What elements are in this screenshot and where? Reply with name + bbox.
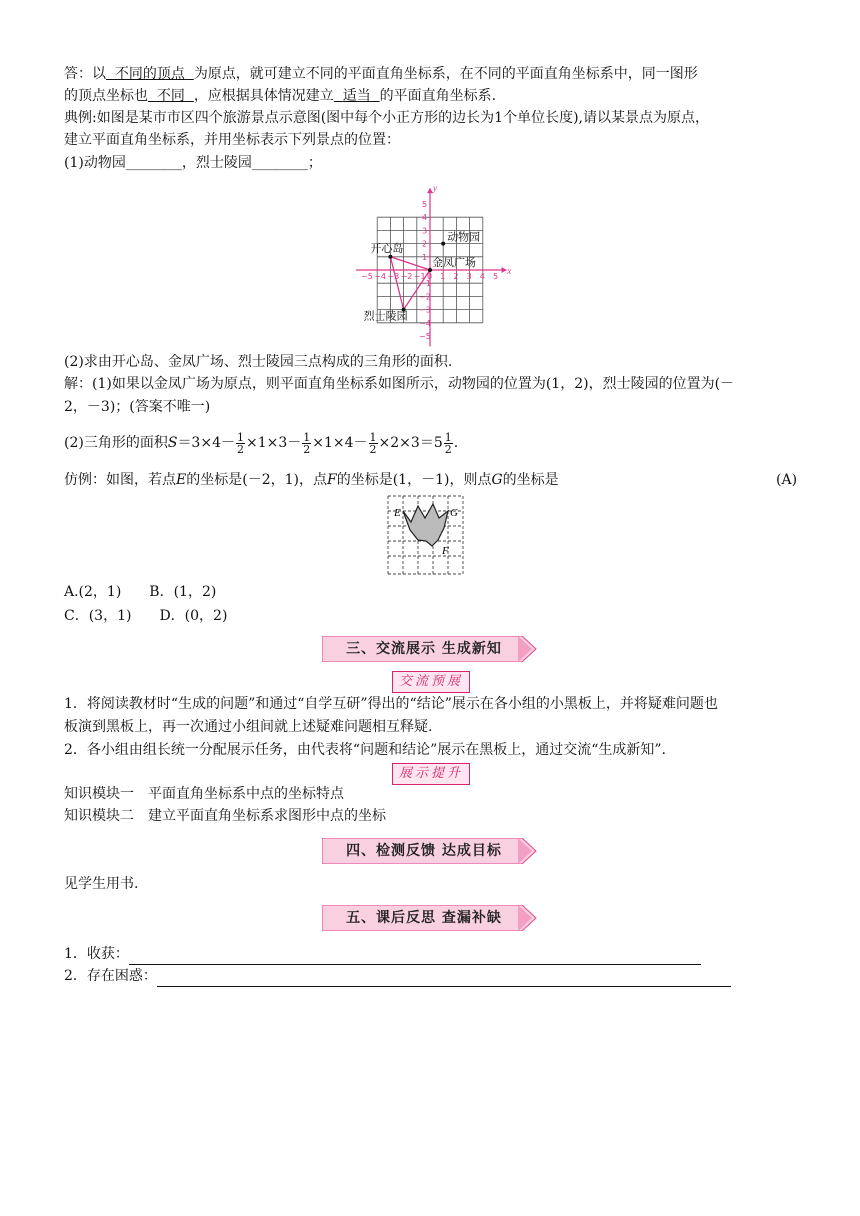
label-F: F [442, 545, 449, 557]
x-axis-label: x [507, 266, 512, 276]
x-tick-label: 3 [466, 272, 472, 281]
x-tick-label: −2 [400, 272, 413, 281]
fraction: $\frac{1}{2}$ [303, 430, 311, 456]
solution-line-3: (2)三角形的面积S＝3×4－ $\frac{1}{2}$ ×1×3－ $\frac{1}{2}$ ×1×4－ $\frac{1}{2}$ ×2×3＝5 $\frac{1}{2}$ . [64, 430, 459, 456]
coordinate-graph [334, 172, 524, 356]
tag-show-improve: 展示提升 [392, 763, 470, 785]
y-tick-label: 1 [422, 252, 428, 262]
section5-banner [322, 905, 538, 931]
answer-line-2: 的顶点坐标也 不同 ，应根据具体情况建立 适当 的平面直角坐标系. [64, 88, 497, 104]
fraction: $\frac{1}{2}$ [444, 430, 452, 456]
harvest-line: 1．收获： [64, 944, 701, 965]
x-tick-label: −1 [413, 272, 426, 281]
x-tick-label: 5 [493, 272, 499, 281]
label-cemetery: 烈士陵园 [363, 309, 408, 323]
section3-p1a: 1．将阅读教材时“生成的问题”和通过“自学互研”得出的“结论”展示在各小组的小黑板上，并将疑难问题也 [64, 696, 718, 712]
y-tick-label: −3 [419, 305, 431, 315]
section3-title: 三、交流展示 生成新知 [346, 641, 502, 657]
label-E: E [394, 507, 401, 519]
confusion-line: 2．存在困惑： [64, 966, 731, 987]
crown-figure [386, 494, 476, 582]
harvest-blank[interactable] [129, 944, 701, 965]
section3-banner [322, 636, 538, 662]
fraction: $\frac{1}{2}$ [369, 430, 377, 456]
section4-banner [322, 838, 538, 864]
module-1: 知识模块一 平面直角坐标系中点的坐标特点 [64, 786, 344, 802]
label-island: 开心岛 [370, 241, 404, 255]
confusion-blank[interactable] [157, 966, 731, 987]
tag-exchange-preview: 交流预展 [392, 671, 470, 693]
label-plaza: 金凤广场 [432, 256, 476, 269]
example-question-2: (2)求由开心岛、金凤广场、烈士陵园三点构成的三角形的面积. [64, 354, 453, 370]
y-tick-label: −4 [419, 318, 431, 328]
solution-line-1: 解：(1)如果以金凤广场为原点，则平面直角坐标系如图所示，动物园的位置为(1，2)，烈士陵园的位置为(－ [64, 376, 735, 392]
imitation-answer: (A) [776, 472, 798, 488]
section3-p2: 2．各小组由组长统一分配展示任务，由代表将“问题和结论”展示在黑板上，通过交流“生成新知”. [64, 742, 666, 758]
label-G: G [450, 507, 458, 519]
example-intro-2: 建立平面直角坐标系，并用坐标表示下列景点的位置： [64, 132, 400, 148]
example-question-1: (1)动物园________，烈士陵园________； [64, 155, 322, 171]
x-tick-label: 4 [479, 272, 485, 281]
example-intro-1: 典例:如图是某市市区四个旅游景点示意图(图中每个小正方形的边长为1个单位长度),请以某景点为原点， [64, 110, 709, 126]
y-tick-label: 3 [422, 226, 428, 236]
point-island [388, 255, 392, 259]
x-tick-label: 1 [440, 272, 446, 281]
graph-svg [334, 172, 524, 352]
answer-line-1: 答：以 不同的顶点 为原点，就可建立不同的平面直角坐标系，在不同的平面直角坐标系中，同一图形 [64, 66, 698, 82]
fraction: $\frac{1}{2}$ [236, 430, 244, 456]
x-tick-label: −5 [361, 272, 373, 281]
crown-svg [386, 494, 476, 578]
option-line-2: C．(3，1) D．(0，2) [64, 608, 228, 624]
imitation-question: 仿例：如图，若点E的坐标是(－2，1)，点F的坐标是(1，－1)，则点G的坐标是 [64, 472, 559, 488]
solution-line-2: 2，－3)；(答案不唯一) [64, 399, 211, 415]
y-tick-label: 5 [422, 200, 428, 209]
y-tick-label: 4 [422, 213, 428, 223]
label-zoo: 动物园 [447, 230, 481, 244]
module-2: 知识模块二 建立平面直角坐标系求图形中点的坐标 [64, 808, 386, 824]
section4-text: 见学生用书. [64, 876, 139, 892]
section5-title: 五、课后反思 查漏补缺 [346, 910, 502, 926]
y-tick-label: −1 [419, 279, 431, 289]
y-axis-label: y [433, 183, 437, 194]
option-line-1: A.(2，1) B．(1，2) [64, 584, 217, 600]
y-tick-label: −2 [419, 292, 431, 302]
y-tick-label: −5 [419, 332, 431, 341]
x-axis-arrow [502, 267, 507, 273]
crown-shape [403, 504, 448, 546]
section3-p1b: 板演到黑板上，再一次通过小组间就上述疑难问题相互释疑. [64, 719, 433, 735]
x-tick-label: −4 [374, 272, 386, 281]
x-tick-label: 0 [427, 272, 433, 281]
y-tick-label: 2 [422, 239, 428, 249]
section4-title: 四、检测反馈 达成目标 [346, 843, 502, 859]
x-tick-label: 2 [453, 272, 459, 281]
point-zoo [441, 242, 445, 246]
x-tick-label: −3 [387, 272, 400, 281]
